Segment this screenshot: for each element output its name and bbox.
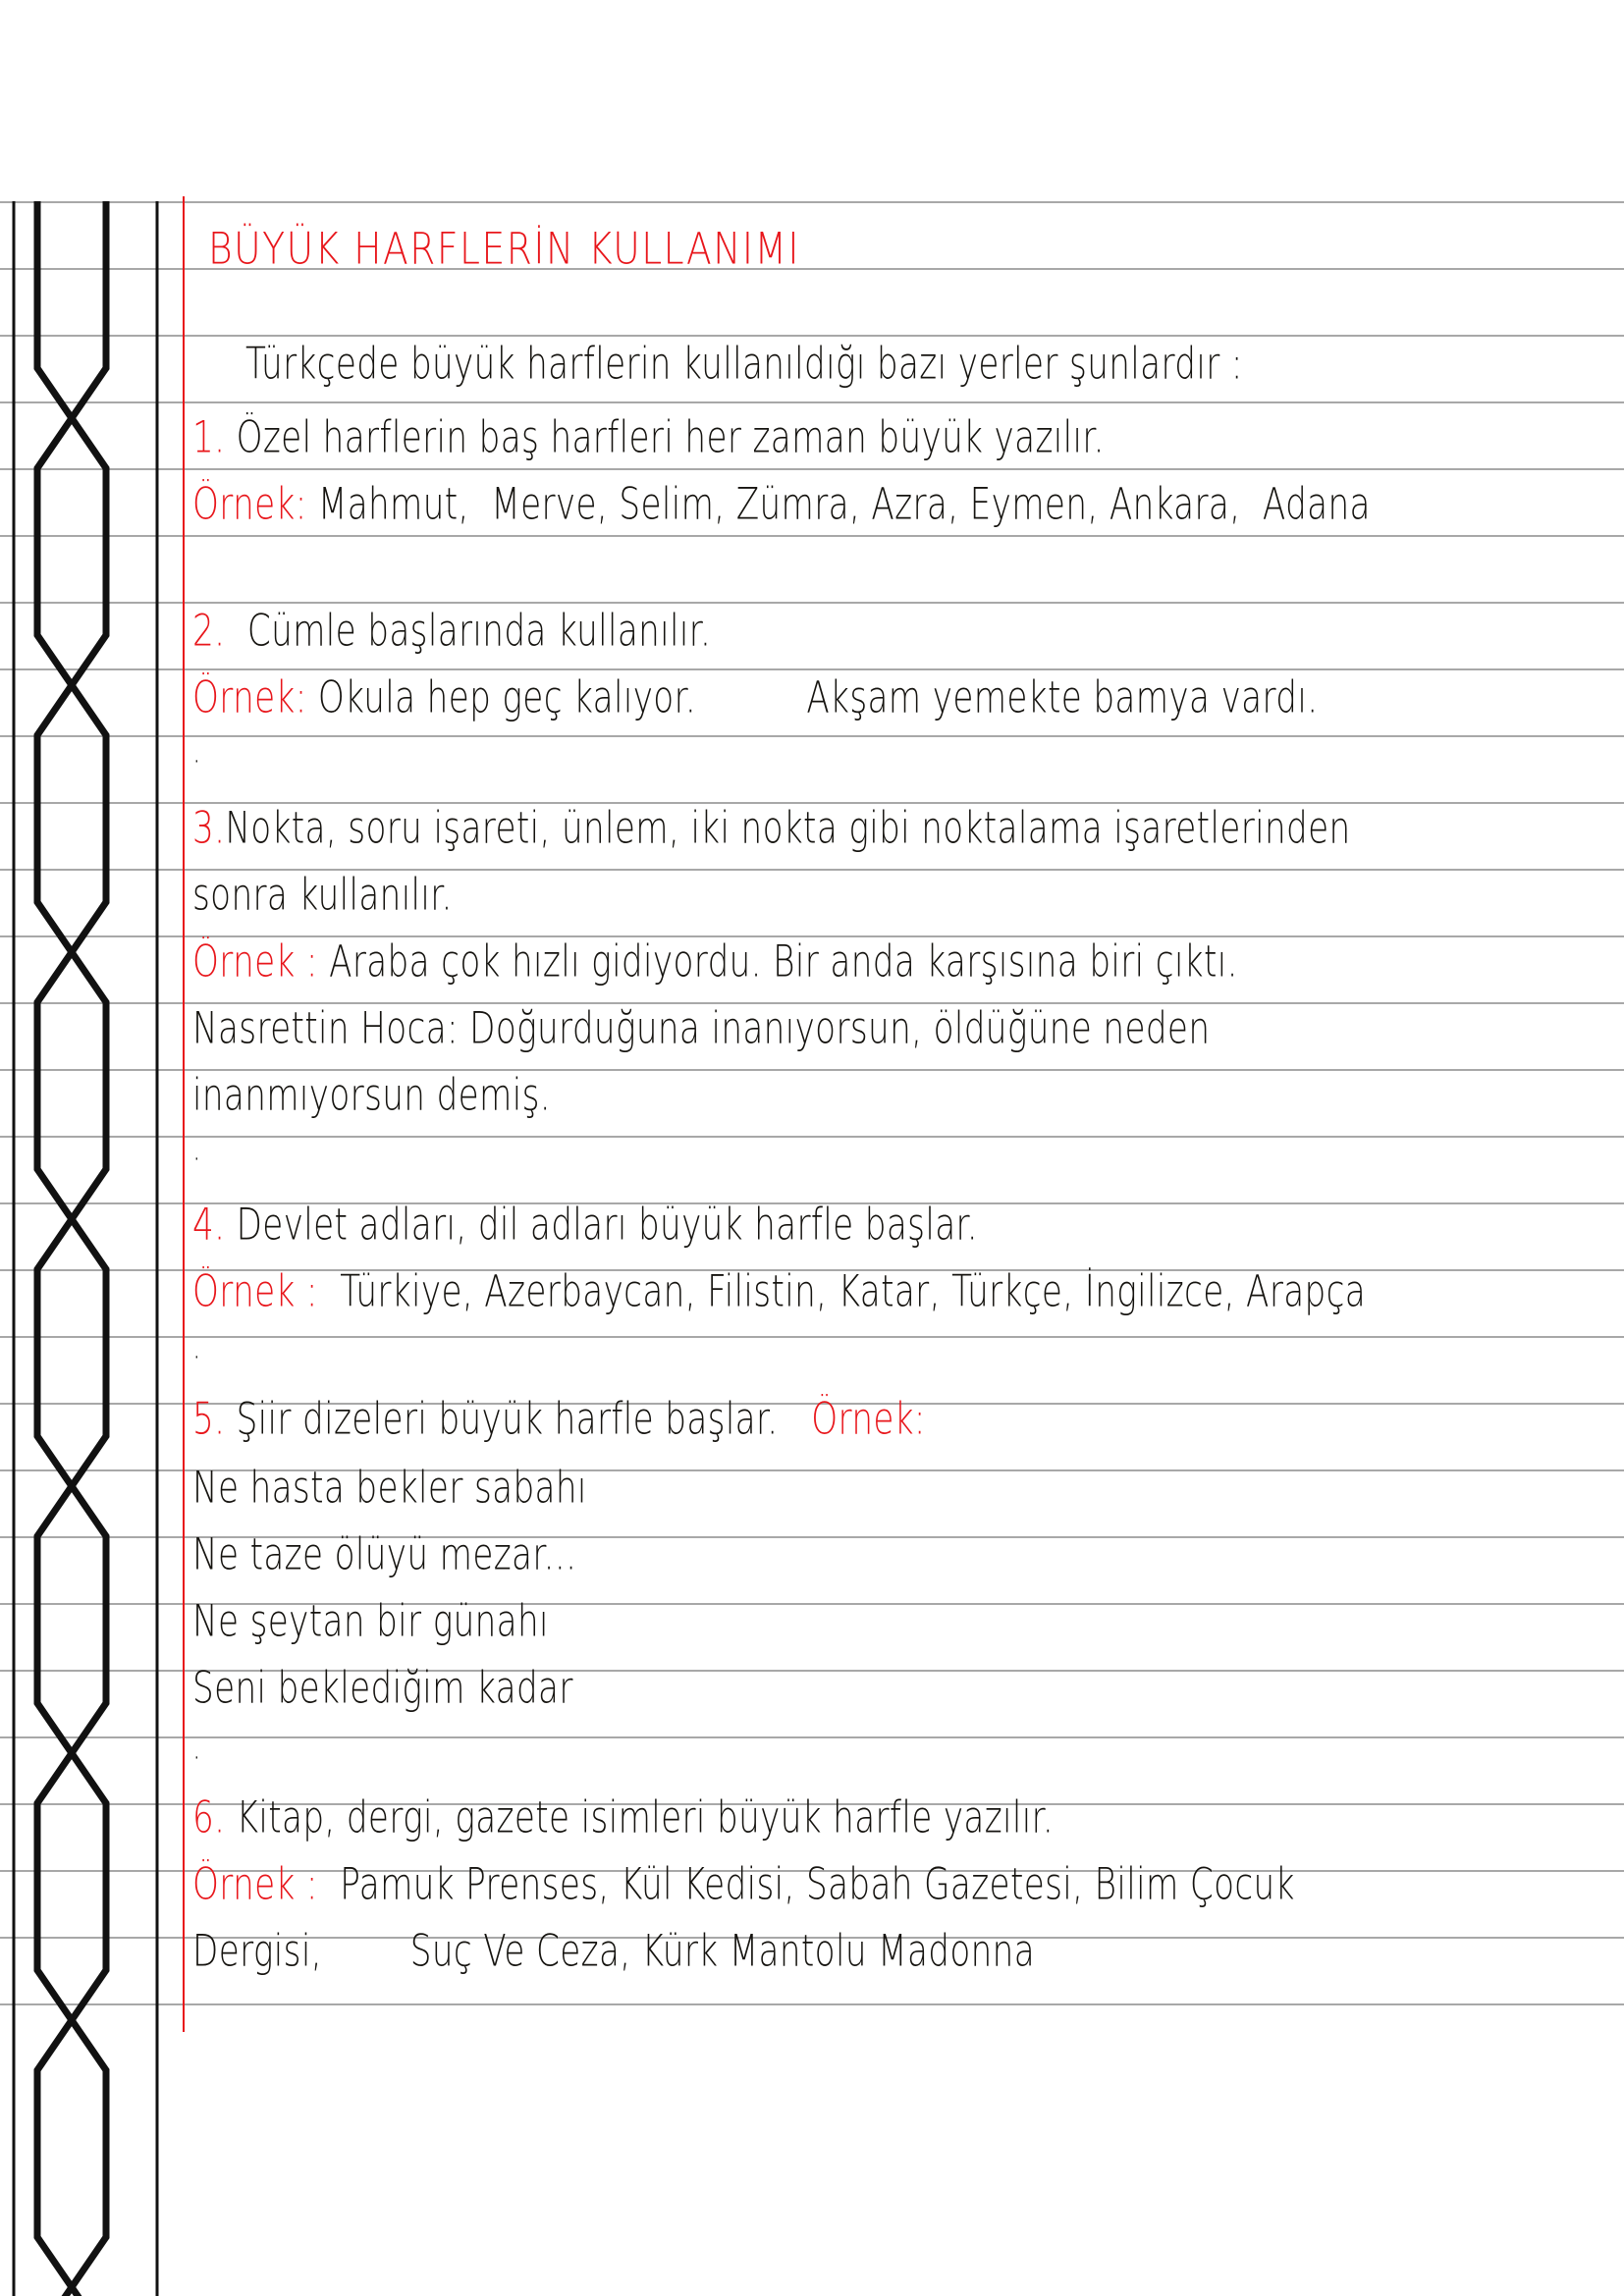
rule-6-line (192, 1792, 1054, 1842)
rule-3-statement-2: sonra kullanılır. (192, 870, 453, 921)
rule-2-example-line (192, 672, 1318, 722)
rule-3-example-text-1: Araba çok hızlı gidiyordu. Bir anda karşısına biri çıktı. (329, 936, 1238, 988)
page-title: BÜYÜK HARFLERİN KULLANIMI (208, 224, 800, 275)
rule-6-example-label: Örnek : (192, 1859, 318, 1910)
rule-4-number: 4. (192, 1200, 226, 1251)
poem-line-3: Ne şeytan bir günahı (192, 1596, 549, 1647)
poem-line-1: Ne hasta bekler sabahı (192, 1463, 587, 1514)
rule-6-example-line-2 (192, 1926, 1035, 1976)
poem-line-2: Ne taze ölüyü mezar... (192, 1529, 577, 1580)
rule-5-statement: Şiir dizeleri büyük harfle başlar. (236, 1394, 779, 1445)
rule-6-example-line (192, 1859, 1295, 1909)
rule-2-example-text: Okula hep geç kalıyor. Akşam yemekte bamya vardı. (317, 672, 1319, 723)
rule-1-statement: Özel harflerin baş harfleri her zaman büyük yazılır. (236, 412, 1105, 463)
rule-2-number: 2. (192, 606, 226, 657)
rule-2-example-label: Örnek: (192, 672, 307, 723)
rule-5-line (192, 1394, 926, 1444)
rule-3-example-text-2: Nasrettin Hoca: Doğurduğuna inanıyorsun, öldüğüne neden (192, 1003, 1211, 1054)
rule-6-number: 6. (192, 1792, 226, 1843)
poem-line-4: Seni beklediğim kadar (192, 1663, 573, 1714)
rule-4-example-line (192, 1266, 1366, 1316)
rule-3-example-text-3: inanmıyorsun demiş. (192, 1070, 551, 1121)
rule-6-example-text-1: Pamuk Prenses, Kül Kedisi, Sabah Gazetesi, Bilim Çocuk (340, 1859, 1295, 1910)
rule-2-line (192, 606, 711, 656)
stray-dot-4: . (192, 1728, 201, 1768)
rule-4-example-text: Türkiye, Azerbaycan, Filistin, Katar, Türkçe, İngilizce, Arapça (340, 1266, 1367, 1317)
stray-dot-1: . (192, 731, 201, 772)
rule-3-statement-1: Nokta, soru işareti, ünlem, iki nokta gibi noktalama işaretlerinden (225, 803, 1351, 854)
rule-4-line (192, 1200, 978, 1250)
rule-3-line (192, 803, 1351, 853)
rule-6-example-text-2a: Dergisi, (192, 1926, 322, 1977)
rule-2-statement: Cümle başlarında kullanılır. (246, 606, 712, 657)
rule-1-example-line (192, 479, 1371, 529)
rule-1-line (192, 412, 1105, 462)
intro-paragraph: Türkçede büyük harflerin kullanıldığı bazı yerler şunlardır : (245, 339, 1243, 390)
rule-5-number: 5. (192, 1394, 226, 1445)
rule-3-example-label: Örnek : (192, 936, 318, 988)
rule-5-example-label: Örnek: (811, 1394, 926, 1445)
stray-dot-2: . (192, 1129, 201, 1169)
rule-1-number: 1. (192, 412, 226, 463)
rule-6-statement: Kitap, dergi, gazete isimleri büyük harfle yazılır. (236, 1792, 1055, 1843)
stray-dot-3: . (192, 1327, 201, 1367)
rule-1-example-label: Örnek: (192, 479, 307, 530)
rule-3-example-line (192, 936, 1238, 987)
rule-4-statement: Devlet adları, dil adları büyük harfle başlar. (236, 1200, 979, 1251)
rule-3-number: 3. (192, 803, 226, 854)
rule-6-example-text-2b: Suç Ve Ceza, Kürk Mantolu Madonna (409, 1926, 1036, 1977)
rule-4-example-label: Örnek : (192, 1266, 318, 1317)
rule-1-example-text: Mahmut, Merve, Selim, Zümra, Azra, Eymen, Ankara, Adana (317, 479, 1371, 530)
